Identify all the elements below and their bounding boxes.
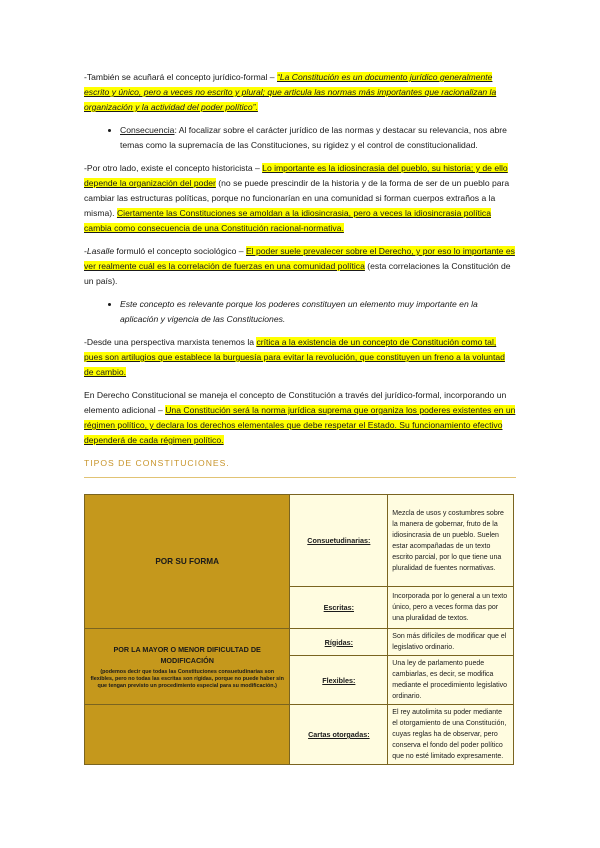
category-note: (podemos decir que todas las Constituciones consuetudinarias son flexibles, pero no todas las escritas son rígidas, porque no puede haber sin que tengan previsto un procedimiento especial para su modificación.): [90, 668, 284, 689]
table-row: [85, 629, 514, 656]
type-flexibles: Flexibles:: [290, 656, 388, 705]
type-rigidas: Rígidas:: [290, 629, 388, 656]
category-forma: POR SU FORMA: [85, 495, 290, 629]
constitution-types-table: [84, 494, 514, 765]
desc-cartas-otorgadas: El rey autolimita su poder mediante el otorgamiento de una Constitución, cuyas reglas ha de observar, pero conserva el fondo del poder político que no esté limitado expresamente.: [388, 705, 514, 765]
desc-escritas: Incorporada por lo general a un texto único, pero a veces forma das por una pluralidad de textos.: [388, 587, 514, 629]
desc-rigidas: Son más difíciles de modificar que el legislativo ordinario.: [388, 629, 514, 656]
section-heading: TIPOS DE CONSTITUCIONES.: [84, 456, 516, 478]
highlight-historicista: Lo importante es la idiosincrasia del pueblo, su historia; y de ello depende la organización del poder: [84, 163, 508, 188]
bullet-item: • Este concepto es relevante porque los poderes constituyen un elemento muy importante en la aplicación y vigencia de las Constituciones.: [120, 297, 516, 327]
paragraph-marxista: -Desde una perspectiva marxista tenemos la crítica a la existencia de un concepto de Constitución como tal, pues son artilugios que establece la burguesía para evitar la revolución, que constituyen un freno a la voluntad de cambio.: [84, 337, 505, 377]
bullet-list-consecuencia: [84, 123, 516, 153]
highlight-sociologico: El poder suele prevalecer sobre el Derecho, y por eso lo importante es ver realmente cuál es la correlación de fuerzas en una comunidad política: [84, 246, 515, 271]
type-escritas: Escritas:: [290, 587, 388, 629]
type-consuetudinarias: Consuetudinarias:: [290, 495, 388, 587]
highlight-definicion: Una Constitución será la norma jurídica suprema que organiza los poderes existentes en un régimen político, y declara los derechos elementales que debe respetar el Estado. Su funcionamiento efectivo dependerá de cada régimen político.: [84, 405, 516, 445]
table-row: [85, 705, 514, 765]
desc-consuetudinarias: Mezcla de usos y costumbres sobre la manera de gobernar, fruto de la idiosincrasia de un pueblo. Suelen estar acompañadas de un texto escrito parcial, por lo que tiene una pluralidad de fuentes normativas.: [388, 495, 514, 587]
paragraph-sociologico: -Lasalle formuló el concepto sociológico – El poder suele prevalecer sobre el Derecho, y por eso lo importante es ver realmente cuál es la correlación de fuerzas en una comunidad política (esta correlaciones la Constitución de un país).: [84, 246, 515, 286]
highlight-marxista: crítica a la existencia de un concepto de Constitución como tal, pues son artilugios que establece la burguesía para evitar la revolución, que constituyen un freno a la voluntad de cambio.: [84, 337, 505, 377]
highlight-idiosincrasia: Ciertamente las Constituciones se amoldan a la idiosincrasia, pero a veces la idiosincrasia política cambia como consecuencia de una Constitución racional-normativa.: [84, 208, 491, 233]
document-body: [84, 70, 516, 508]
category-dificultad: POR LA MAYOR O MENOR DIFICULTAD DE MODIFICACIÓN (podemos decir que todas las Constituciones consuetudinarias son flexibles, pero no todas las escritas son rígidas, porque no puede haber sin que tengan previsto un procedimiento especial para su modificación.): [85, 629, 290, 705]
paragraph-historicista: -Por otro lado, existe el concepto historicista – Lo importante es la idiosincrasia del pueblo, su historia; y de ello depende la organización del poder (no se puede prescindir de la historia y de la forma de ser de un pueblo para cambiar las estructuras políticas, porque no funcionarían en una comunidad si forman cuerpos extraños a la misma). Ciertamente las Constituciones se amoldan a la idiosincrasia, pero a veces la idiosincrasia política cambia como consecuencia de una Constitución racional-normativa.: [84, 163, 510, 233]
table-row: [85, 495, 514, 587]
paragraph-juridico-formal: -También se acuñará el concepto jurídico-formal – “La Constitución es un documento jurídico generalmente escrito y único, pero a veces no escrito y plural; que articula las normas más importantes que racionalizan la organización y la actividad del poder político”.: [84, 72, 497, 112]
category-empty: [85, 705, 290, 765]
bullet-list-poderes: [84, 297, 516, 327]
type-cartas-otorgadas: Cartas otorgadas:: [290, 705, 388, 765]
highlight-quote: “La Constitución es un documento jurídico generalmente escrito y único, pero a veces no escrito y plural; que articula las normas más importantes que racionalizan la organización y la actividad del poder político”.: [84, 72, 497, 112]
paragraph-derecho-constitucional: En Derecho Constitucional se maneja el concepto de Constitución a través del jurídico-formal, incorporando un elemento adicional – Una Constitución será la norma jurídica suprema que organiza los poderes existentes en un régimen político, y declara los derechos elementales que debe respetar el Estado. Su funcionamiento efectivo dependerá de cada régimen político.: [84, 390, 516, 445]
desc-flexibles: Una ley de parlamento puede cambiarlas, es decir, se modifica mediante el procedimiento legislativo ordinario.: [388, 656, 514, 705]
bullet-item: • Consecuencia: Al focalizar sobre el carácter jurídico de las normas y destacar su relevancia, nos abre temas como la supremacía de las Constituciones, su rigidez y el control de constitucionalidad.: [120, 123, 516, 153]
